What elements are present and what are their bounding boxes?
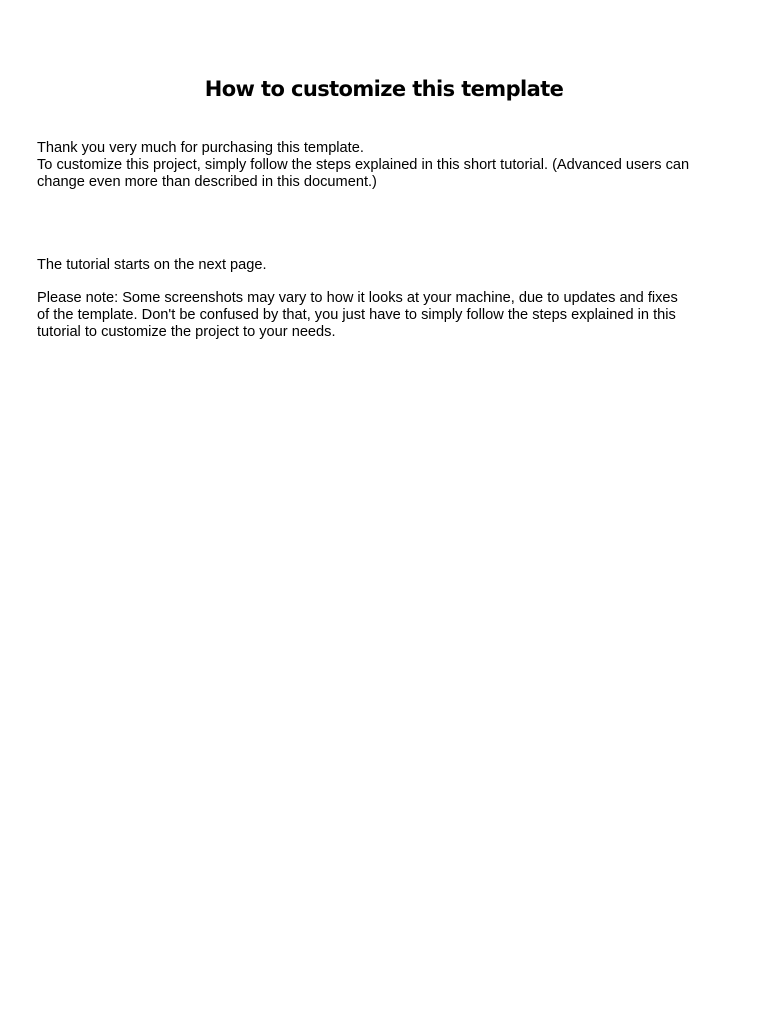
intro-line: Thank you very much for purchasing this template. [37,140,364,156]
please-note-paragraph [37,290,737,341]
please-note-line: tutorial to customize the project to your needs. [37,324,336,340]
document-title: How to customize this template [204,77,564,101]
next-page-note: The tutorial starts on the next page. [37,257,267,273]
intro-line: To customize this project, simply follow the steps explained in this short tutorial. (Advanced users can [37,157,690,173]
please-note-line: of the template. Don't be confused by that, you just have to simply follow the steps explained in this [37,307,676,323]
please-note-line: Please note: Some screenshots may vary to how it looks at your machine, due to updates and fixes [37,290,678,306]
intro-paragraph [37,140,737,191]
intro-line: change even more than described in this document.) [37,174,377,190]
